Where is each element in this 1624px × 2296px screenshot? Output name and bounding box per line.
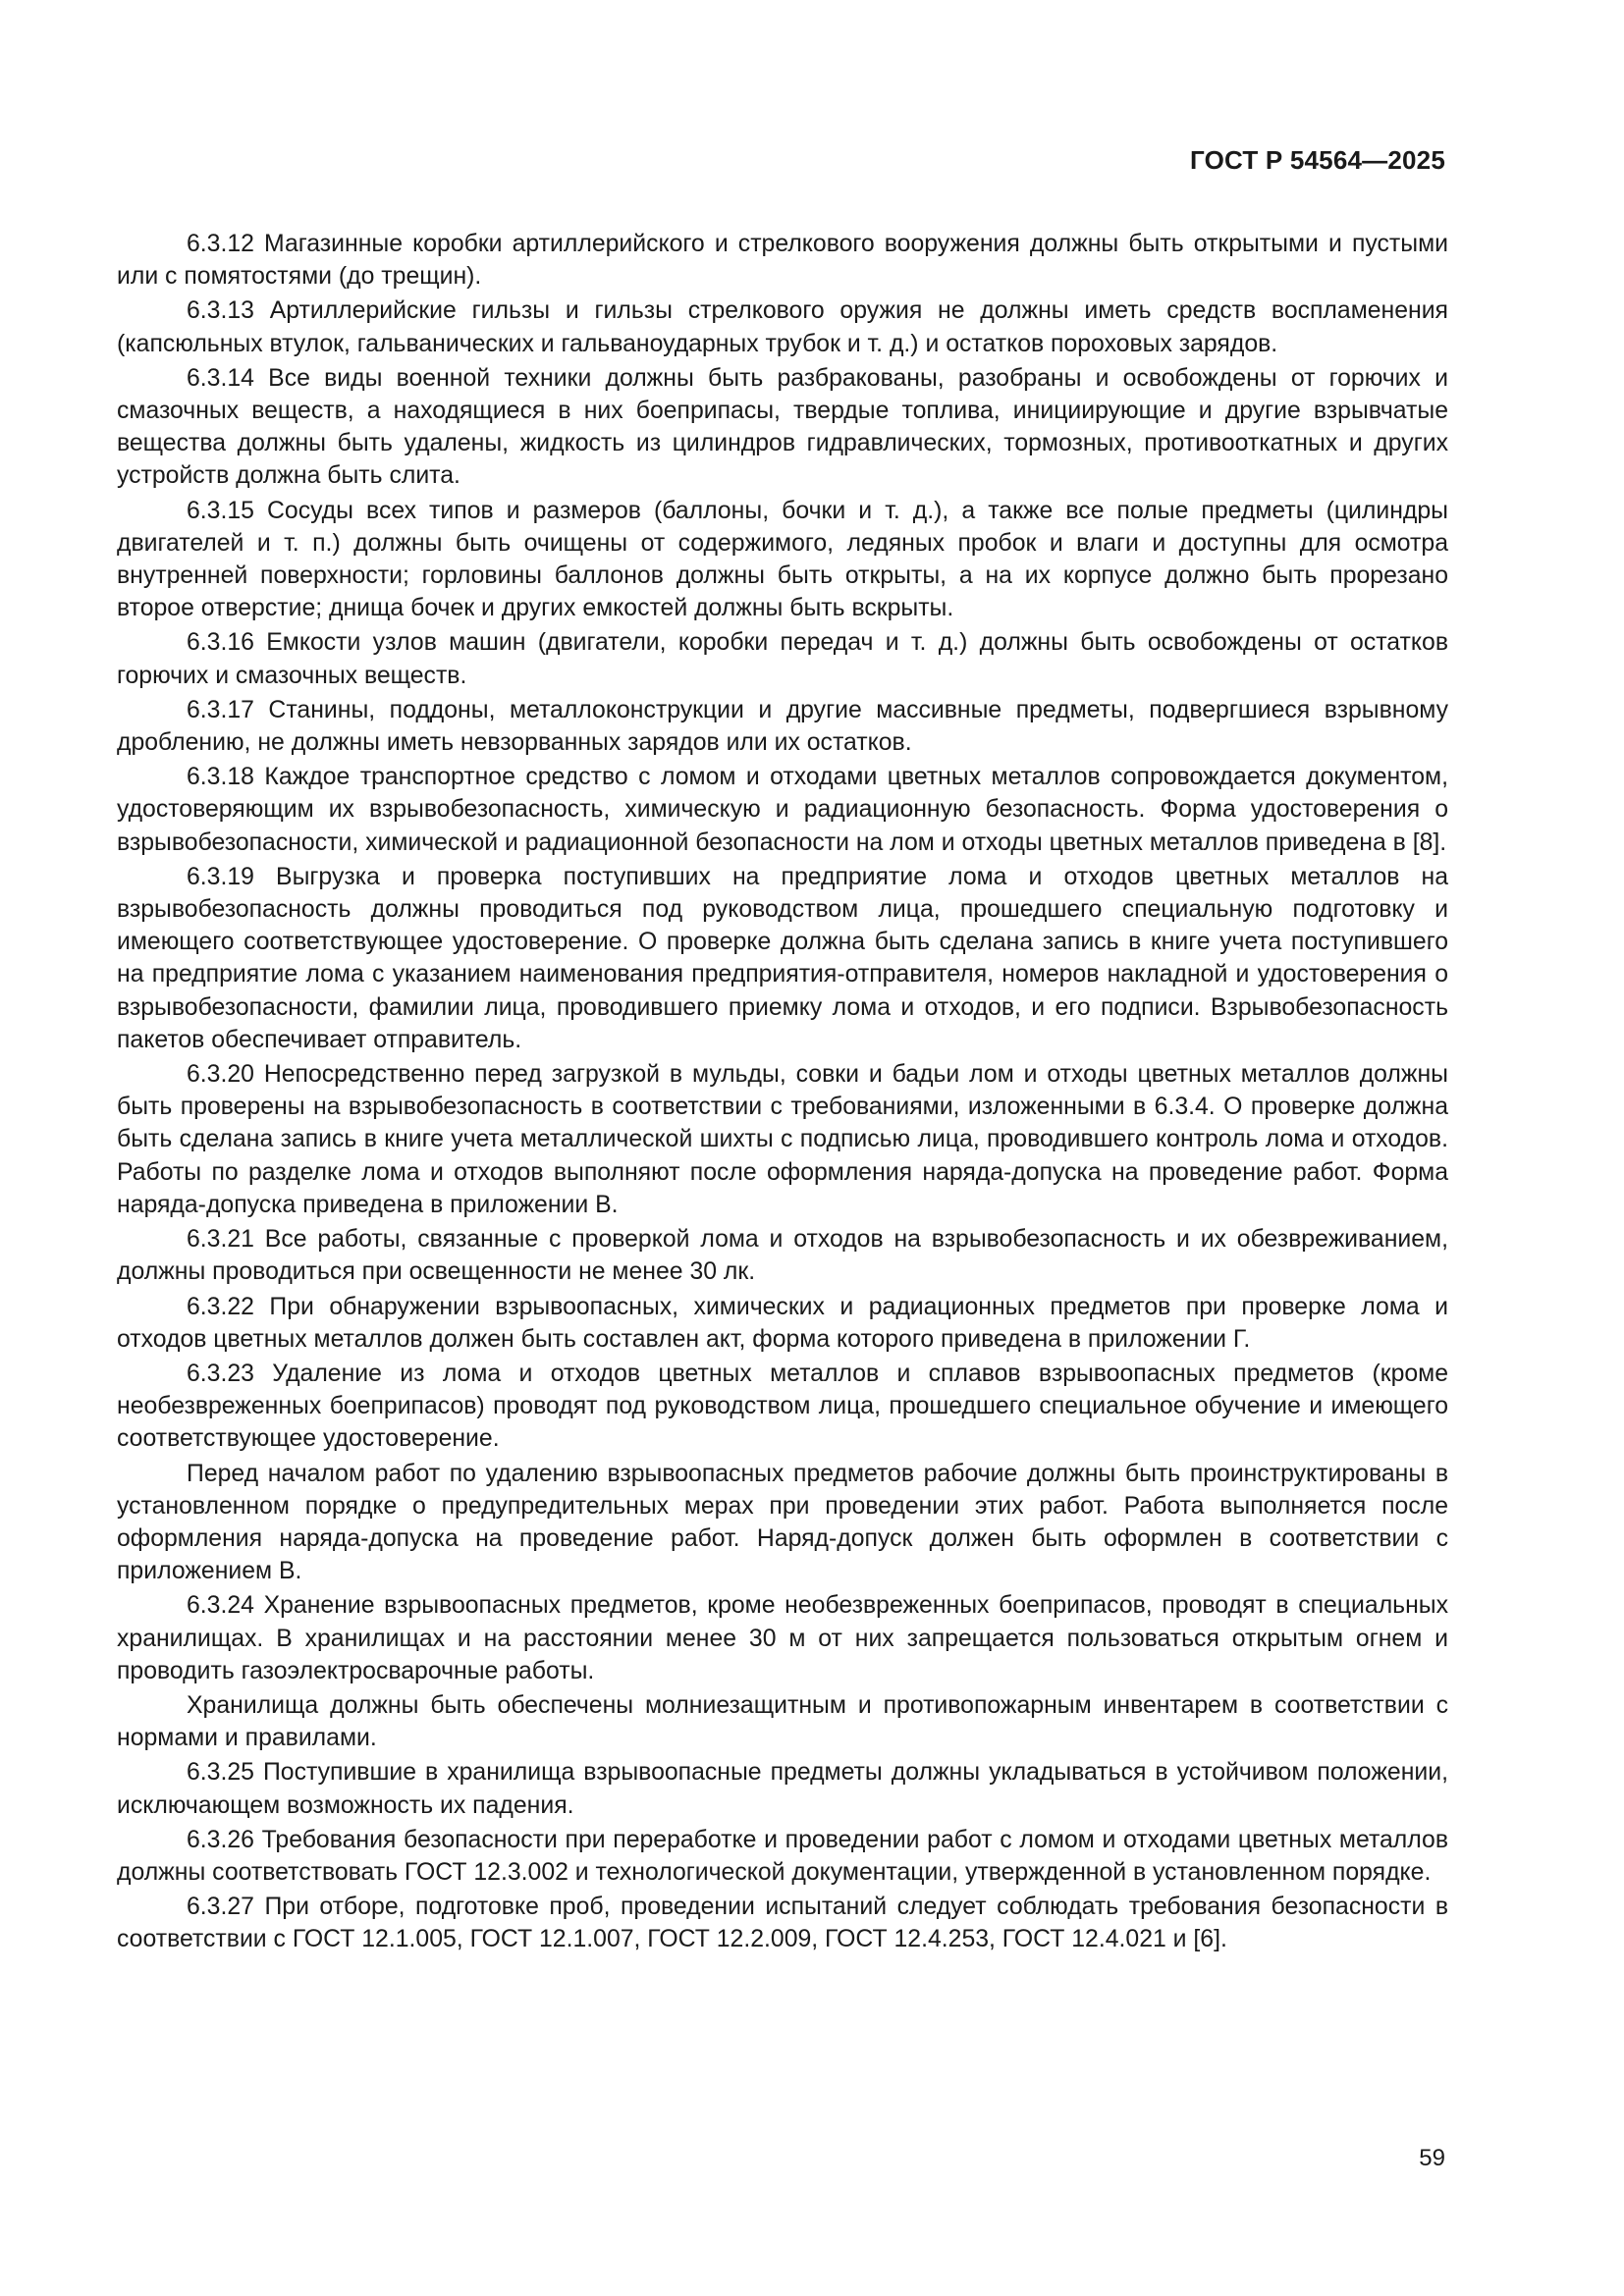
paragraph-6-3-25: 6.3.25 Поступившие в хранилища взрывоопасные предметы должны укладываться в устойчивом положении, исключающем возможность их падения. [117,1759,1448,1819]
paragraph-6-3-21: 6.3.21 Все работы, связанные с проверкой лома и отходов на взрывобезопасность и их обезвреживанием, должны проводиться при освещенности не менее 30 лк. [117,1226,1448,1286]
paragraph-6-3-15: 6.3.15 Сосуды всех типов и размеров (баллоны, бочки и т. д.), а также все полые предметы (цилиндры двигателей и т. п.) должны быть очищены от содержимого, ледяных пробок и влаги и доступны для осмотра внутренней поверхности; горловины баллонов должны быть открыты, а на их корпусе должно быть прорезано второе отверстие; днища бочек и других емкостей должны быть вскрыты. [117,497,1448,622]
paragraph-6-3-27: 6.3.27 При отборе, подготовке проб, проведении испытаний следует соблюдать требования безопасности в соответствии с ГОСТ 12.1.005, ГОСТ 12.1.007, ГОСТ 12.2.009, ГОСТ 12.4.253, ГОСТ 12.4.021 и [6]. [117,1894,1448,1953]
paragraph-6-3-12: 6.3.12 Магазинные коробки артиллерийского и стрелкового вооружения должны быть открытыми и пустыми или с помятостями (до трещин). [117,231,1448,291]
paragraph-6-3-16: 6.3.16 Емкости узлов машин (двигатели, коробки передач и т. д.) должны быть освобождены от остатков горючих и смазочных веществ. [117,629,1448,689]
paragraph-6-3-24-continued: Хранилища должны быть обеспечены молниезащитным и противопожарным инвентарем в соответствии с нормами и правилами. [117,1691,1448,1752]
paragraph-6-3-14: 6.3.14 Все виды военной техники должны быть разбракованы, разобраны и освобождены от горючих и смазочных веществ, а находящиеся в них боеприпасы, твердые топлива, инициирующие и другие взрывчатые вещества должны быть удалены, жидкость из цилиндров гидравлических, тормозных, противооткатных и других устройств должна быть слита. [117,364,1448,490]
page-number: 59 [1419,2145,1445,2171]
paragraph-6-3-13: 6.3.13 Артиллерийские гильзы и гильзы стрелкового оружия не должны иметь средств воспламенения (капсюльных втулок, гальванических и гальваноударных трубок и т. д.) и остатков пороховых зарядов. [117,297,1448,357]
document-header: ГОСТ Р 54564—2025 [1190,145,1445,175]
paragraph-6-3-18: 6.3.18 Каждое транспортное средство с ломом и отходами цветных металлов сопровождается документом, удостоверяющим их взрывобезопасность, химическую и радиационную безопасность. Форма удостоверения о взрывобезопасности, химической и радиационной безопасности на лом и отходы цветных металлов приведена в [8]. [117,764,1448,856]
paragraph-6-3-19: 6.3.19 Выгрузка и проверка поступивших на предприятие лома и отходов цветных металлов на взрывобезопасность должны проводиться под руководством лица, прошедшего специальную подготовку и имеющего соответствующее удостоверение. О проверке должна быть сделана запись в книге учета поступившего на предприятие лома с указанием наименования предприятия-отправителя, номеров накладной и удостоверения о взрывобезопасности, фамилии лица, проводившего приемку лома и отходов, и его подписи. Взрывобезопасность пакетов обеспечивает отправитель. [117,863,1448,1053]
paragraph-6-3-17: 6.3.17 Станины, поддоны, металлоконструкции и другие массивные предметы, подвергшиеся взрывному дроблению, не должны иметь невзорванных зарядов или их остатков. [117,696,1448,757]
document-body [117,228,1448,1958]
paragraph-6-3-26: 6.3.26 Требования безопасности при переработке и проведении работ с ломом и отходами цветных металлов должны соответствовать ГОСТ 12.3.002 и технологической документации, утвержденной в установленном порядке. [117,1826,1448,1886]
paragraph-6-3-23: 6.3.23 Удаление из лома и отходов цветных металлов и сплавов взрывоопасных предметов (кроме необезвреженных боеприпасов) проводят под руководством лица, прошедшего специальное обучение и имеющего соответствующее удостоверение. [117,1360,1448,1453]
paragraph-6-3-23-continued: Перед началом работ по удалению взрывоопасных предметов рабочие должны быть проинструктированы в установленном порядке о предупредительных мерах при проведении этих работ. Работа выполняется после оформления наряда-допуска на проведение работ. Наряд-допуск должен быть оформлен в соответствии с приложением В. [117,1460,1448,1585]
paragraph-6-3-24: 6.3.24 Хранение взрывоопасных предметов, кроме необезвреженных боеприпасов, проводят в специальных хранилищах. В хранилищах и на расстоянии менее 30 м от них запрещается пользоваться открытым огнем и проводить газоэлектросварочные работы. [117,1592,1448,1684]
paragraph-6-3-22: 6.3.22 При обнаружении взрывоопасных, химических и радиационных предметов при проверке лома и отходов цветных металлов должен быть составлен акт, форма которого приведена в приложении Г. [117,1293,1448,1353]
paragraph-6-3-20: 6.3.20 Непосредственно перед загрузкой в мульды, совки и бадьи лом и отходы цветных металлов должны быть проверены на взрывобезопасность в соответствии с требованиями, изложенными в 6.3.4. О проверке должна быть сделана запись в книге учета металлической шихты с подписью лица, проводившего контроль лома и отходов. Работы по разделке лома и отходов выполняют после оформления наряда-допуска на проведение работ. Форма наряда-допуска приведена в приложении В. [117,1061,1448,1218]
